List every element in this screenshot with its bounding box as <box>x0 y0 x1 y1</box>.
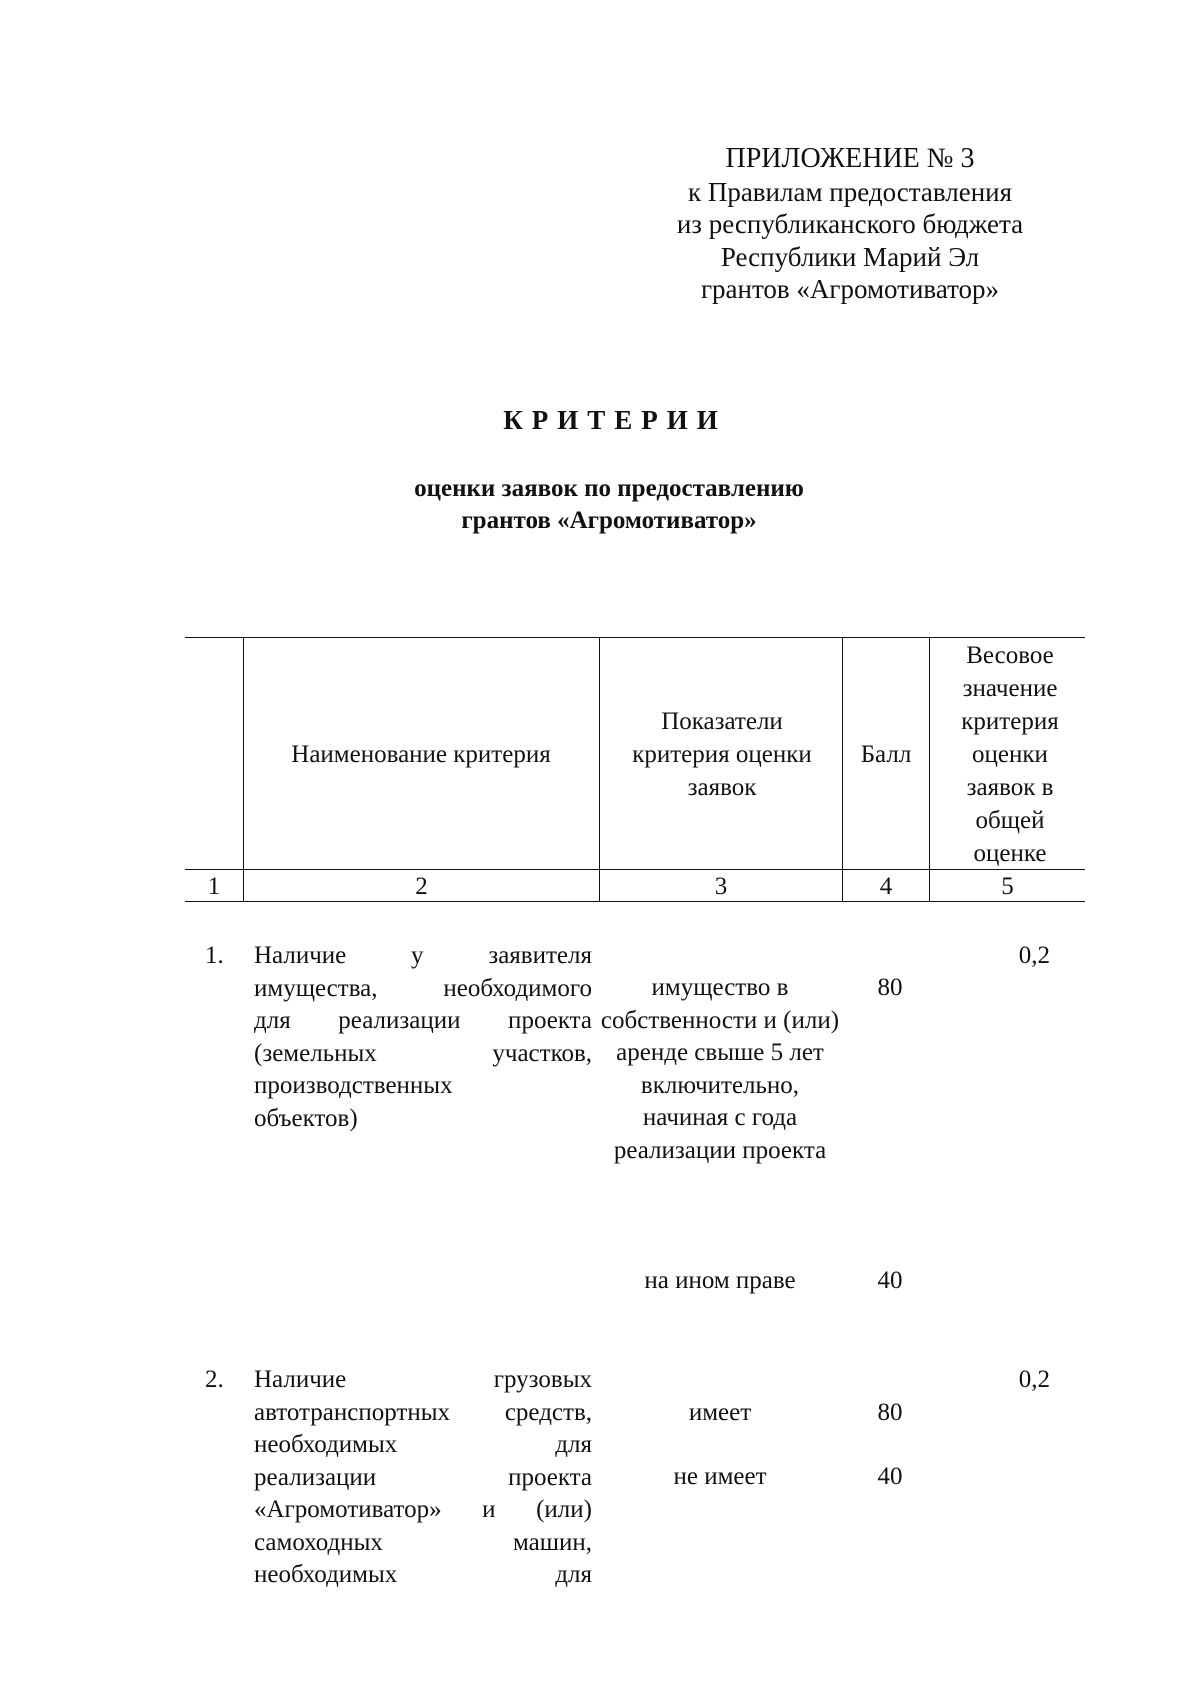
criterion-line: для реализации проекта <box>254 1007 592 1034</box>
subtitle-line: грантов «Агромотиватор» <box>461 507 757 534</box>
document-subtitle <box>0 473 1200 537</box>
column-divider <box>243 637 244 901</box>
annex-heading <box>630 143 1070 306</box>
header-weight: Весовое значение критерия оценки заявок в общей оценке <box>961 641 1059 867</box>
column-number: 3 <box>714 873 728 900</box>
header-score: Балл <box>860 740 912 768</box>
criterion-line: Наличие у заявителя <box>254 942 592 969</box>
column-number: 5 <box>1001 873 1014 900</box>
indicator-text: имеет <box>688 1399 752 1426</box>
indicator-score: 40 <box>877 1267 903 1294</box>
criterion-line: необходимых для <box>254 1561 592 1588</box>
column-divider <box>929 637 930 901</box>
criterion-line: объектов) <box>254 1104 358 1132</box>
document-title: КРИТЕРИИ <box>503 405 727 435</box>
annex-line: к Правилам предоставления <box>687 176 1013 207</box>
row-number: 1. <box>205 942 224 969</box>
criterion-text <box>254 940 592 1135</box>
indicator-score: 80 <box>877 1399 903 1426</box>
criterion-line: производственных <box>254 1072 453 1099</box>
annex-line: Республики Марий Эл <box>720 241 980 272</box>
indicator-text: не имеет <box>673 1463 767 1490</box>
criterion-line: «Агромотиватор» и (или) <box>254 1496 592 1523</box>
criterion-weight: 0,2 <box>1018 942 1050 969</box>
column-divider <box>842 637 843 901</box>
header-indicators: Показатели критерия оценки заявок <box>632 707 812 801</box>
indicator-text: имущество в собственности и (или) аренде свыше 5 лет включительно, начиная с года реализации проекта <box>600 974 840 1164</box>
criterion-weight: 0,2 <box>1018 1366 1050 1393</box>
criterion-line: необходимых для <box>254 1431 592 1458</box>
criterion-line: самоходных машин, <box>254 1528 592 1556</box>
column-number: 4 <box>879 873 893 900</box>
column-divider <box>599 637 600 901</box>
criterion-line: имущества, необходимого <box>254 974 592 1002</box>
header-criterion-name: Наименование критерия <box>291 740 551 768</box>
criterion-line: Наличие грузовых <box>254 1366 592 1393</box>
annex-line: грантов «Агромотиватор» <box>700 274 1000 304</box>
criterion-line: автотранспортных средств, <box>254 1398 592 1426</box>
indicator-score: 80 <box>877 974 903 1001</box>
column-number: 1 <box>207 873 221 900</box>
indicator-score: 40 <box>877 1463 903 1490</box>
annex-number: ПРИЛОЖЕНИЕ № 3 <box>725 143 975 174</box>
annex-line: из республиканского бюджета <box>676 209 1024 239</box>
column-number: 2 <box>415 873 428 900</box>
row-number: 2. <box>205 1366 224 1393</box>
subtitle-line: оценки заявок по предоставлению <box>414 475 804 502</box>
criterion-text <box>254 1364 592 1592</box>
indicator-text: на ином праве <box>644 1267 796 1294</box>
criterion-line: (земельных участков, <box>254 1039 592 1067</box>
criterion-line: реализации проекта <box>254 1463 592 1491</box>
